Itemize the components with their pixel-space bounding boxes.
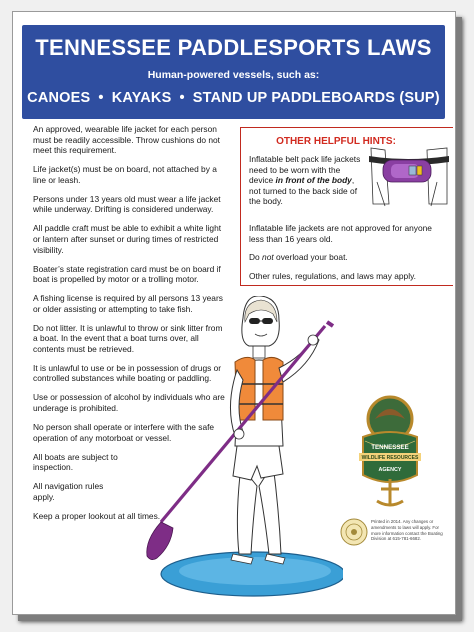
state-seal [340, 518, 368, 546]
law-item: An approved, wearable life jacket for each person must be readily accessible. Throw cushions do not meet this requirement. [33, 124, 220, 156]
hint-other-rules: Other rules, regulations, and laws may apply. [249, 270, 416, 281]
wildlife-agency-logo [353, 389, 427, 507]
agency-arc-top: TENNESSEE [371, 444, 409, 451]
law-item: All navigation rules apply. [33, 481, 104, 502]
vessel-types [22, 90, 445, 106]
law-item: Boater’s state registration card must be on board if boat is propelled by motor or a trolling motor. [33, 263, 221, 285]
vessel-type-canoes: CANOES [27, 90, 91, 106]
hints-title: OTHER HELPFUL HINTS: [276, 136, 396, 147]
agency-band-text: WILDLIFE RESOURCES [361, 455, 419, 461]
header-banner [22, 25, 445, 119]
law-item: Persons under 13 years old must wear a life jacket while underway. Drifting is considered underway. [33, 193, 221, 215]
law-item: It is unlawful to use or be in possession of drugs or controlled substances while boating or paddling. [33, 362, 222, 384]
page-title: TENNESSEE PADDLESPORTS LAWS [35, 35, 432, 60]
law-item: Life jacket(s) must be on board, not attached by a line or leash. [33, 164, 217, 185]
law-item: Use or possession of alcohol by individuals who are underage is prohibited. [33, 392, 225, 413]
law-item: Keep a proper lookout at all times. [33, 510, 161, 521]
helpful-hints-box [240, 127, 453, 286]
bullet-separator: • [98, 90, 104, 106]
law-item: All boats are subject to inspection. [33, 451, 118, 473]
paddleboarder-illustration [143, 296, 343, 612]
belt-pack-illustration [367, 146, 451, 208]
vessel-type-sup: STAND UP PADDLEBOARDS (SUP) [192, 90, 440, 106]
vessel-type-kayaks: KAYAKS [111, 90, 172, 106]
hint-inflatable-age: Inflatable life jackets are not approved for anyone less than 16 years old. [249, 223, 432, 244]
sign-panel [12, 11, 456, 615]
law-item: Do not litter. It is unlawful to throw or sink litter from a boat. In the event that a boat turns over, all contents must be retrieved. [33, 322, 223, 354]
hint-overload: Do not overload your boat. [249, 252, 348, 263]
law-item: A fishing license is required by all persons 13 years or older assisting or attempting to take fish. [33, 293, 223, 314]
subtitle: Human-powered vessels, such as: [147, 69, 320, 81]
law-item: No person shall operate or interfere with the safe operation of any motorboat or vessel. [33, 421, 215, 443]
printed-note: Printed in 2014. Any changes or amendments to laws will apply. For more information contact the Boating Division at 615-781-6682. [371, 519, 443, 542]
agency-arc-bottom: AGENCY [378, 467, 402, 473]
bullet-separator: • [179, 90, 185, 106]
hints-list [249, 223, 441, 289]
hint-belt-pack: Inflatable belt pack life jackets need to be worn with the device in front of the body, not turned to the back side of the body. [249, 154, 361, 207]
law-item: All paddle craft must be able to exhibit a white light or lantern after sunset or during times of restricted visibility. [33, 223, 222, 255]
